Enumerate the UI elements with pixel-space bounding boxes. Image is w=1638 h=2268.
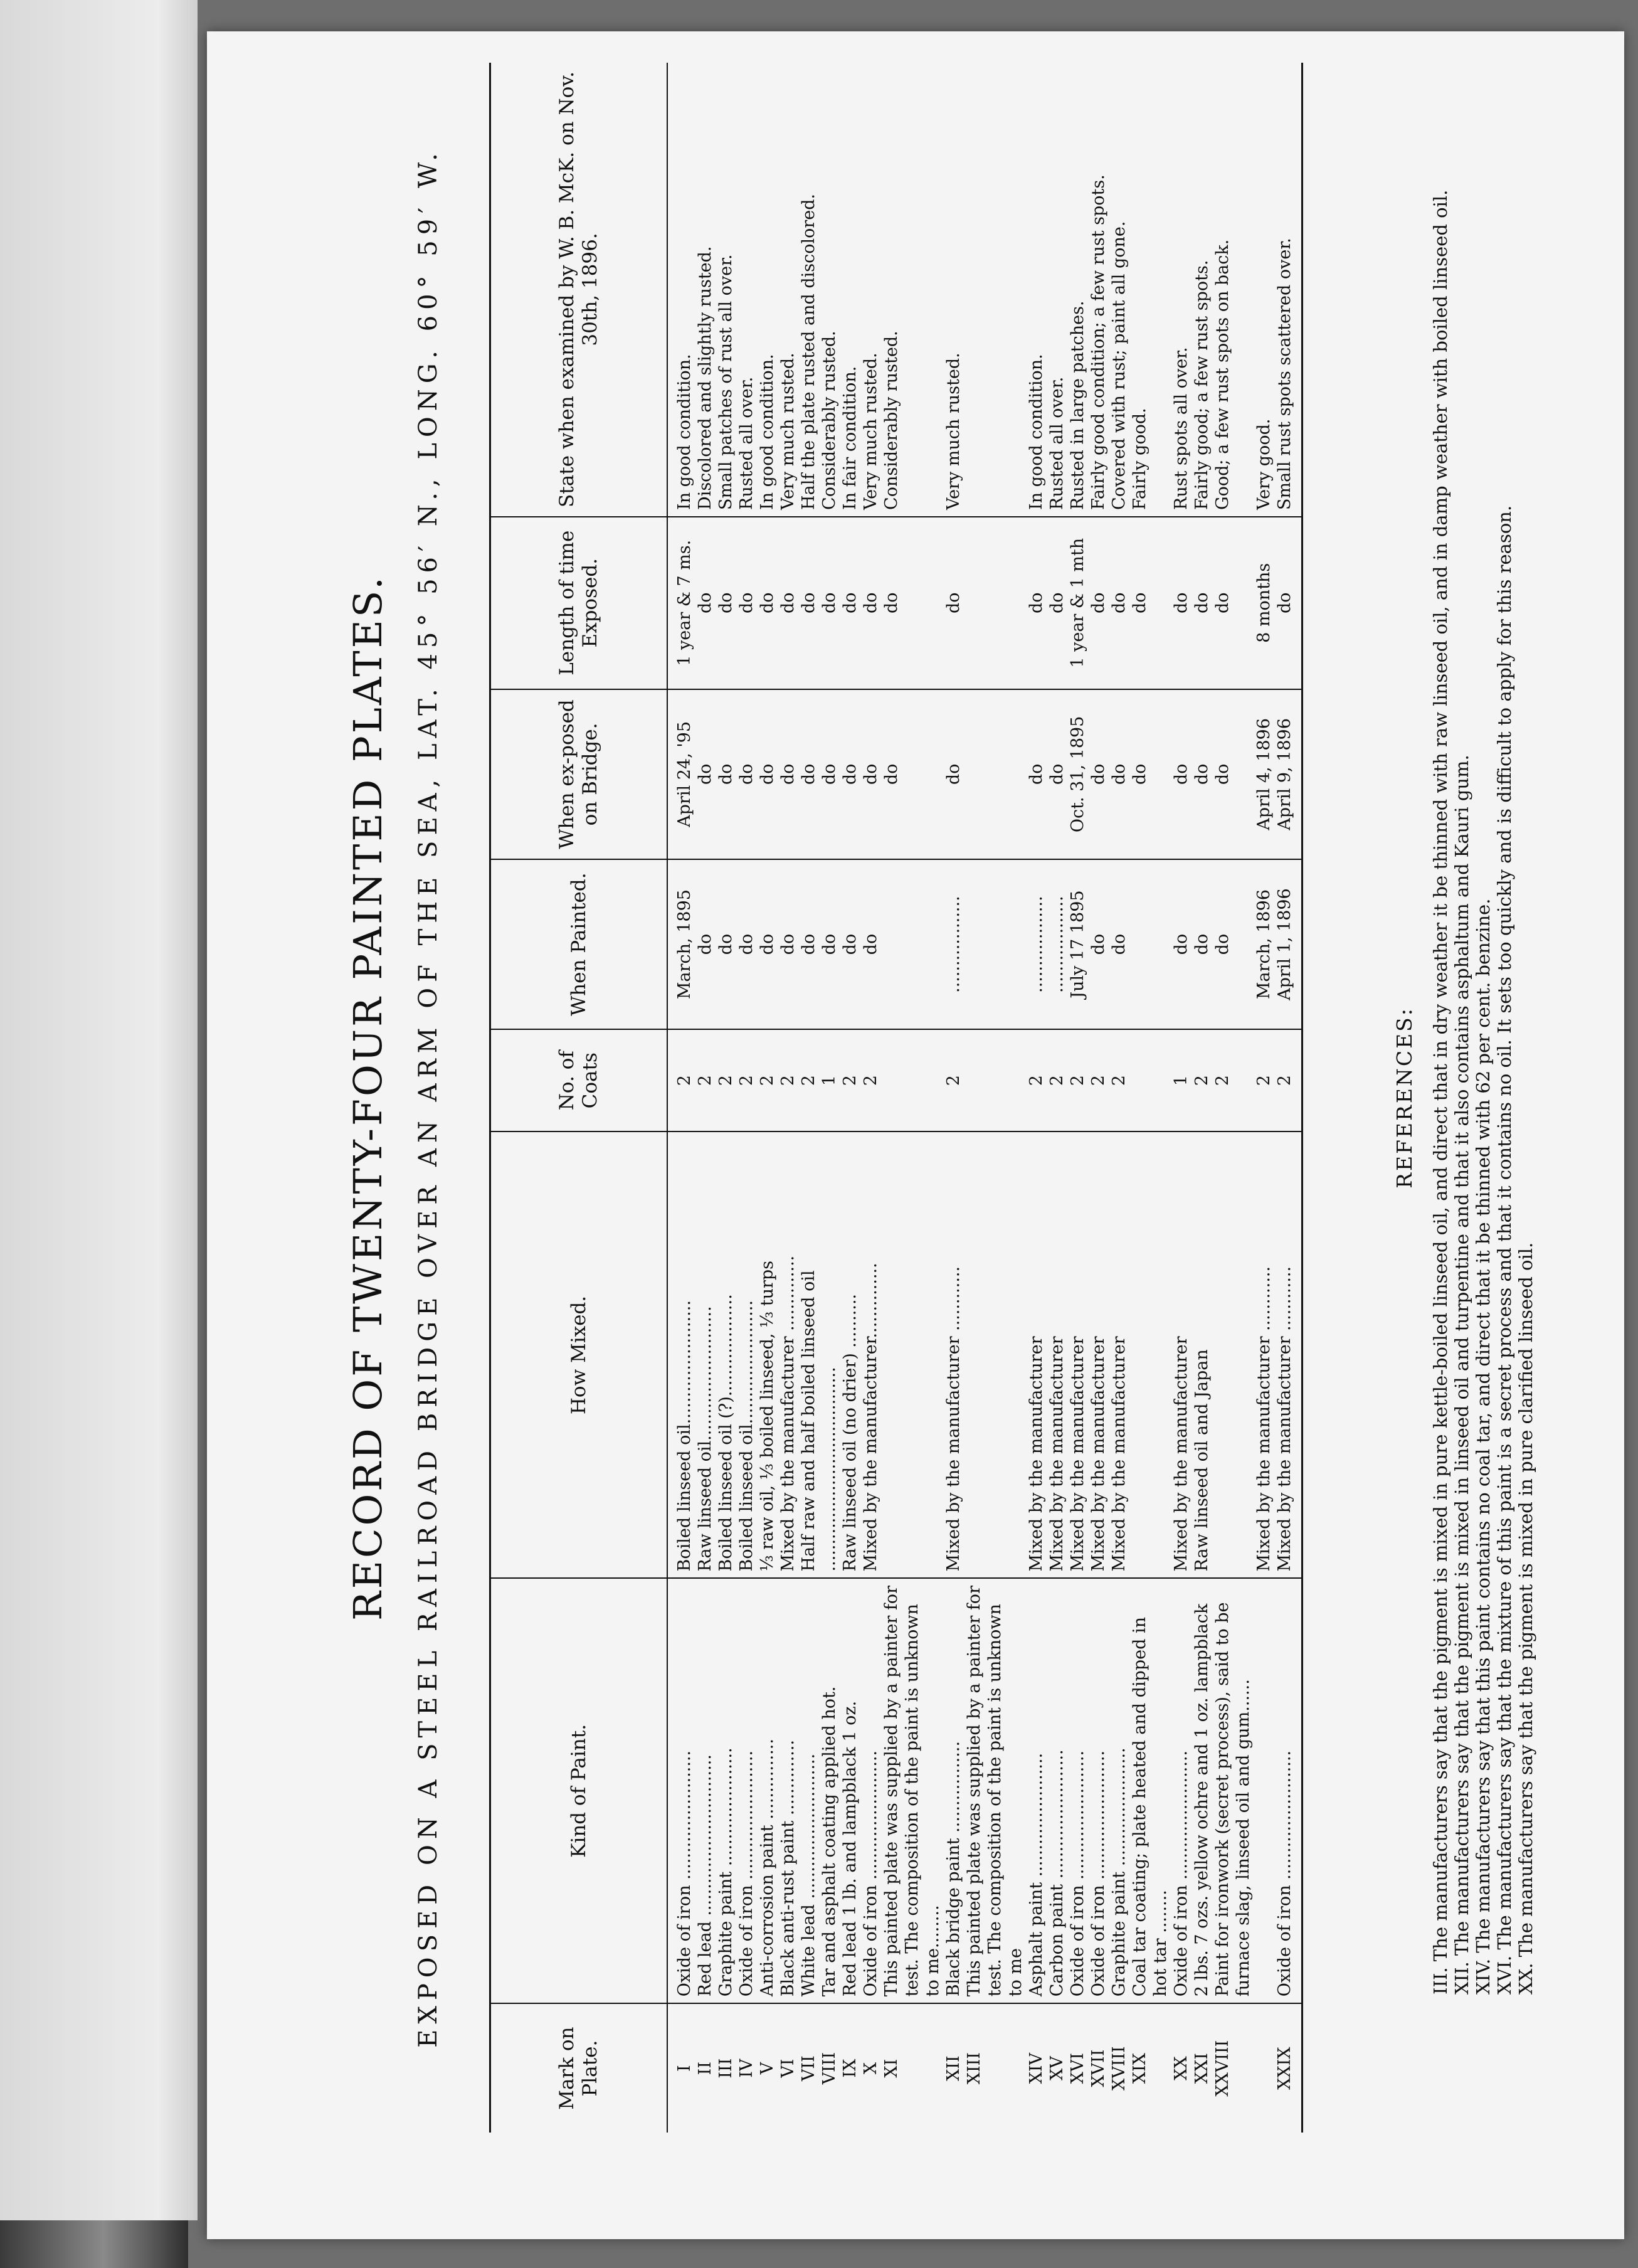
cell-painted: do: [860, 859, 881, 1029]
cell-mark: IX: [840, 2059, 860, 2078]
cell-how: Mixed by the manufacturer ............: [1254, 1131, 1274, 1578]
cell-state: Covered with rust; paint all gone.: [1109, 63, 1129, 517]
reference-item: XX. The manufacturers say that the pigment is mixed in pure clarified linseed oil.: [1515, 1242, 1536, 1995]
cell-coats: 2: [860, 1029, 881, 1132]
cell-coats: 2: [943, 1029, 964, 1132]
cell-coats: 2: [1212, 1029, 1254, 1132]
cell-length: do: [1212, 517, 1254, 689]
cell-mark: XXI: [1192, 2053, 1212, 2084]
cell-length: 1 year & 7 ms.: [667, 517, 695, 689]
cell-length: 8 months: [1254, 517, 1274, 689]
cell-kind: Oxide of iron ........................: [736, 1578, 757, 2003]
table-row: [1171, 63, 1192, 2133]
cell-state: Small patches of rust all over.: [716, 63, 736, 517]
cell-painted: do: [1171, 859, 1192, 1029]
cell-coats: 2: [1192, 1029, 1212, 1132]
table-row: [964, 63, 1026, 2133]
cell-exposed: April 9, 1896: [1274, 689, 1302, 860]
table-row: [881, 63, 943, 2133]
cell-mark: [1254, 2003, 1274, 2133]
cell-mark: XVIII: [1109, 2046, 1129, 2090]
cell-mark: XI: [882, 2059, 901, 2078]
header-painted: When Painted.: [490, 859, 668, 1029]
cell-exposed: do: [1109, 689, 1129, 860]
cell-coats: 2: [1026, 1029, 1047, 1132]
cell-exposed: do: [716, 689, 736, 860]
cell-kind: [1254, 1578, 1274, 2003]
cell-state: Rust spots all over.: [1171, 63, 1192, 517]
cell-length: do: [1109, 517, 1129, 689]
cell-state: In good condition.: [757, 63, 778, 517]
table-row: [840, 63, 860, 2133]
table-body: [667, 63, 1302, 2133]
cell-mark: XVII: [1089, 2049, 1108, 2087]
references-list: [1430, 119, 1536, 2032]
cell-length: [964, 517, 1026, 689]
cell-exposed: April 4, 1896: [1254, 689, 1274, 860]
cell-painted: ..................: [1047, 859, 1067, 1029]
cell-state: Good; a few rust spots on back.: [1212, 63, 1254, 517]
table-row: [778, 63, 798, 2133]
reference-item: XIV. The manufacturers say that this paint contains no coal tar, and direct that it be thinned with 62 per cent. benzine.: [1472, 898, 1494, 1995]
page-subtitle: EXPOSED ON A STEEL RAILROAD BRIDGE OVER AN ARM OF THE SEA, LAT. 45° 56′ N., LONG. 60° 59′ W.: [414, 147, 443, 2048]
cell-mark: XXIX: [1275, 2047, 1294, 2090]
cell-length: do: [716, 517, 736, 689]
cell-kind: 2 lbs. 7 ozs. yellow ochre and 1 oz. lampblack: [1192, 1578, 1212, 2003]
cell-state: In fair condition.: [840, 63, 860, 517]
cell-kind: Carbon paint ........................: [1047, 1578, 1067, 2003]
rotated-content: [301, 63, 1605, 2133]
cell-kind: White lead ...........................: [798, 1578, 819, 2003]
table-row: [695, 63, 716, 2133]
cell-painted: ..................: [943, 859, 964, 1029]
cell-mark: I: [675, 2065, 694, 2072]
cell-mark: V: [758, 2062, 777, 2075]
cell-length: do: [860, 517, 881, 689]
cell-coats: 1: [1171, 1029, 1192, 1132]
cell-kind: Anti-corrosion paint ...............: [757, 1578, 778, 2003]
cell-exposed: do: [943, 689, 964, 860]
cell-state: Rusted all over.: [736, 63, 757, 517]
cell-kind: Black bridge paint .................: [943, 1578, 964, 2003]
cell-mark: IV: [737, 2059, 756, 2078]
cell-exposed: do: [798, 689, 819, 860]
cell-painted: do: [798, 859, 819, 1029]
cell-coats: 2: [736, 1029, 757, 1132]
cell-coats: 2: [1254, 1029, 1274, 1132]
cell-length: do: [695, 517, 716, 689]
cell-how: Mixed by the manufacturer: [1047, 1131, 1067, 1578]
cell-kind: Red lead ..............................: [695, 1578, 716, 2003]
cell-length: do: [1274, 517, 1302, 689]
cell-how: Mixed by the manufacturer..............: [860, 1131, 881, 1578]
cell-mark: XIX: [1130, 2053, 1149, 2084]
cell-exposed: do: [881, 689, 943, 860]
cell-kind: Asphalt paint .......................: [1026, 1578, 1047, 2003]
cell-kind: Coal tar coating; plate heated and dipped in hot tar ........: [1129, 1578, 1171, 2003]
cell-exposed: do: [1129, 689, 1171, 860]
header-coats: No. of Coats: [490, 1029, 668, 1132]
cell-mark: XIII: [964, 2052, 984, 2085]
table-row: [1067, 63, 1088, 2133]
cell-length: 1 year & 1 mth: [1067, 517, 1088, 689]
cell-kind: Graphite paint ......................: [1109, 1578, 1129, 2003]
references-heading: REFERENCES:: [1392, 1007, 1417, 1189]
cell-coats: [964, 1029, 1026, 1132]
cell-state: [964, 63, 1026, 517]
cell-how: Mixed by the manufacturer ............: [1274, 1131, 1302, 1578]
cell-painted: March, 1895: [667, 859, 695, 1029]
cell-length: do: [881, 517, 943, 689]
cell-painted: do: [840, 859, 860, 1029]
cell-coats: 2: [1088, 1029, 1109, 1132]
table-row: [1192, 63, 1212, 2133]
table-row: [860, 63, 881, 2133]
cell-painted: do: [1088, 859, 1109, 1029]
cell-how: Mixed by the manufacturer: [1109, 1131, 1129, 1578]
cell-state: Very much rusted.: [943, 63, 964, 517]
cell-exposed: do: [1026, 689, 1047, 860]
cell-state: Rusted all over.: [1047, 63, 1067, 517]
cell-painted: do: [736, 859, 757, 1029]
cell-coats: 2: [778, 1029, 798, 1132]
cell-length: do: [778, 517, 798, 689]
cell-how: [1212, 1131, 1254, 1578]
cell-painted: do: [819, 859, 840, 1029]
cell-painted: July 17 1895: [1067, 859, 1088, 1029]
cell-length: do: [1088, 517, 1109, 689]
page-title: RECORD OF TWENTY-FOUR PAINTED PLATES.: [345, 575, 391, 1621]
cell-state: Fairly good; a few rust spots.: [1192, 63, 1212, 517]
cell-exposed: do: [778, 689, 798, 860]
cell-kind: Black anti-rust paint ..............: [778, 1578, 798, 2003]
cell-exposed: do: [1088, 689, 1109, 860]
header-length: Length of time Exposed.: [490, 517, 668, 689]
table-row: [667, 63, 695, 2133]
cell-painted: [964, 859, 1026, 1029]
cell-exposed: do: [695, 689, 716, 860]
cell-state: Rusted in large patches.: [1067, 63, 1088, 517]
table-row: [1109, 63, 1129, 2133]
cell-exposed: April 24, '95: [667, 689, 695, 860]
cell-kind: Oxide of iron ........................: [1171, 1578, 1192, 2003]
table-row: [1047, 63, 1067, 2133]
cell-kind: Oxide of iron ........................: [667, 1578, 695, 2003]
table-row: [736, 63, 757, 2133]
cell-exposed: do: [736, 689, 757, 860]
cell-state: Considerably rusted.: [881, 63, 943, 517]
document-page: [207, 31, 1624, 2239]
cell-length: do: [1171, 517, 1192, 689]
cell-length: do: [819, 517, 840, 689]
cell-how: Raw linseed oil.........................: [695, 1131, 716, 1578]
cell-kind: Paint for ironwork (secret process), said to be furnace slag, linseed oil and gum......: [1212, 1578, 1254, 2003]
table-row: [716, 63, 736, 2133]
cell-length: do: [757, 517, 778, 689]
cell-state: Discolored and slightly rusted.: [695, 63, 716, 517]
record-table: [489, 63, 1303, 2133]
cell-mark: XVI: [1068, 2052, 1087, 2084]
cell-length: do: [943, 517, 964, 689]
cell-how: Boiled linseed oil.......................: [667, 1131, 695, 1578]
cell-state: Considerably rusted.: [819, 63, 840, 517]
table-header-row: [490, 63, 668, 2133]
cell-how: ⅓ raw oil, ⅓ boiled linseed, ⅓ turps: [757, 1131, 778, 1578]
cell-coats: 2: [1274, 1029, 1302, 1132]
cell-coats: 2: [757, 1029, 778, 1132]
cell-mark: X: [861, 2062, 880, 2075]
cell-painted: do: [1192, 859, 1212, 1029]
cell-how: Mixed by the manufacturer: [1171, 1131, 1192, 1578]
cell-state: Half the plate rusted and discolored.: [798, 63, 819, 517]
cell-coats: 1: [819, 1029, 840, 1132]
table-row: [1026, 63, 1047, 2133]
cell-state: In good condition.: [1026, 63, 1047, 517]
table-row: [1088, 63, 1109, 2133]
cell-exposed: do: [840, 689, 860, 860]
header-how: How Mixed.: [490, 1131, 668, 1578]
cell-kind: This painted plate was supplied by a painter for test. The composition of the paint is unknown to me: [964, 1578, 1026, 2003]
cell-kind: Oxide of iron ........................: [860, 1578, 881, 2003]
table-row: [1129, 63, 1171, 2133]
cell-kind: This painted plate was supplied by a painter for test. The composition of the paint is unknown to me........: [881, 1578, 943, 2003]
cell-state: In good condition.: [667, 63, 695, 517]
reference-item: III. The manufacturers say that the pigment is mixed in pure kettle-boiled linseed oil, and direct that in dry weather it be thinned with raw linseed oil, and in damp weather with boiled linseed oil.: [1430, 189, 1451, 1995]
cell-how: Mixed by the manufacturer: [1026, 1131, 1047, 1578]
cell-painted: do: [757, 859, 778, 1029]
cell-kind: Oxide of iron ........................: [1067, 1578, 1088, 2003]
cell-coats: 2: [667, 1029, 695, 1132]
cell-exposed: do: [1192, 689, 1212, 860]
cell-coats: 2: [695, 1029, 716, 1132]
header-kind: Kind of Paint.: [490, 1578, 668, 2003]
cell-kind: Red lead 1 lb. and lampblack 1 oz.: [840, 1578, 860, 2003]
cell-how: Raw linseed oil and Japan: [1192, 1131, 1212, 1578]
cell-length: do: [1026, 517, 1047, 689]
cell-how: Boiled linseed oil (?)...................: [716, 1131, 736, 1578]
cell-length: do: [1192, 517, 1212, 689]
cell-coats: 2: [840, 1029, 860, 1132]
cell-state: Fairly good.: [1129, 63, 1171, 517]
cell-coats: [1129, 1029, 1171, 1132]
cell-painted: do: [716, 859, 736, 1029]
cell-state: Small rust spots scattered over.: [1274, 63, 1302, 517]
facing-page: [0, 0, 198, 2220]
cell-painted: do: [1212, 859, 1254, 1029]
table-row: [1274, 63, 1302, 2133]
cell-length: do: [1129, 517, 1171, 689]
cell-state: Very much rusted.: [778, 63, 798, 517]
cell-coats: 2: [1067, 1029, 1088, 1132]
cell-how: Mixed by the manufacturer: [1067, 1131, 1088, 1578]
cell-state: Fairly good condition; a few rust spots.: [1088, 63, 1109, 517]
header-state: State when examined by W. B. McK. on Nov. 30th, 1896.: [490, 63, 668, 517]
cell-painted: do: [1109, 859, 1129, 1029]
cell-how: [881, 1131, 943, 1578]
table-row: [819, 63, 840, 2133]
cell-painted: March, 1896: [1254, 859, 1274, 1029]
cell-painted: do: [778, 859, 798, 1029]
cell-painted: [1129, 859, 1171, 1029]
cell-exposed: do: [757, 689, 778, 860]
header-exposed: When ex-posed on Bridge.: [490, 689, 668, 860]
cell-mark: III: [716, 2058, 736, 2079]
cell-coats: 2: [798, 1029, 819, 1132]
table-row: [798, 63, 819, 2133]
cell-coats: 2: [1109, 1029, 1129, 1132]
cell-how: [1129, 1131, 1171, 1578]
cell-mark: XV: [1047, 2056, 1067, 2081]
cell-painted: ..................: [1026, 859, 1047, 1029]
reference-item: XII. The manufacturers say that the pigment is mixed in linseed oil and turpentine and that it also contains asphaltum and Kauri gum.: [1451, 755, 1472, 1995]
cell-how: Mixed by the manufacturer ..............: [778, 1131, 798, 1578]
cell-exposed: do: [1047, 689, 1067, 860]
cell-mark: XXVIII: [1213, 2040, 1232, 2097]
cell-coats: 2: [1047, 1029, 1067, 1132]
cell-painted: do: [695, 859, 716, 1029]
cell-how: Boiled linseed oil.......................: [736, 1131, 757, 1578]
cell-exposed: do: [860, 689, 881, 860]
cell-length: do: [798, 517, 819, 689]
cell-exposed: do: [1171, 689, 1192, 860]
cell-exposed: do: [819, 689, 840, 860]
cell-how: Half raw and half boiled linseed oil: [798, 1131, 819, 1578]
table-row: [1212, 63, 1254, 2133]
cell-painted: [881, 859, 943, 1029]
cell-mark: VII: [799, 2055, 818, 2082]
table-row: [1254, 63, 1274, 2133]
cell-length: do: [1047, 517, 1067, 689]
cell-kind: Oxide of iron ........................: [1088, 1578, 1109, 2003]
cell-how: Mixed by the manufacturer ............: [943, 1131, 964, 1578]
table-row: [943, 63, 964, 2133]
cell-kind: Oxide of iron ........................: [1274, 1578, 1302, 2003]
header-mark: Mark on Plate.: [490, 2003, 668, 2133]
cell-exposed: Oct. 31, 1895: [1067, 689, 1088, 860]
cell-mark: VI: [778, 2059, 798, 2078]
cell-exposed: [964, 689, 1026, 860]
table-row: [757, 63, 778, 2133]
cell-length: do: [840, 517, 860, 689]
cell-mark: XIV: [1027, 2052, 1046, 2084]
cell-kind: Tar and asphalt coating applied hot.: [819, 1578, 840, 2003]
cell-mark: VIII: [820, 2052, 839, 2085]
cell-how: Raw linseed oil (no drier) ..........: [840, 1131, 860, 1578]
cell-painted: April 1, 1896: [1274, 859, 1302, 1029]
cell-coats: [881, 1029, 943, 1132]
cell-mark: XII: [944, 2055, 963, 2081]
cell-mark: II: [695, 2061, 715, 2075]
reference-item: XVI. The manufacturers say that the mixture of this paint is a secret process and that it contains no oil. It sets too quickly and is difficult to apply for this reason.: [1494, 505, 1515, 1995]
cell-how: ......................................: [819, 1131, 840, 1578]
cell-coats: 2: [716, 1029, 736, 1132]
cell-state: Very good.: [1254, 63, 1274, 517]
cell-how: [964, 1131, 1026, 1578]
cell-length: do: [736, 517, 757, 689]
cell-state: Very much rusted.: [860, 63, 881, 517]
cell-kind: Graphite paint ......................: [716, 1578, 736, 2003]
cell-exposed: do: [1212, 689, 1254, 860]
cell-mark: XX: [1171, 2056, 1191, 2080]
cell-how: Mixed by the manufacturer: [1088, 1131, 1109, 1578]
